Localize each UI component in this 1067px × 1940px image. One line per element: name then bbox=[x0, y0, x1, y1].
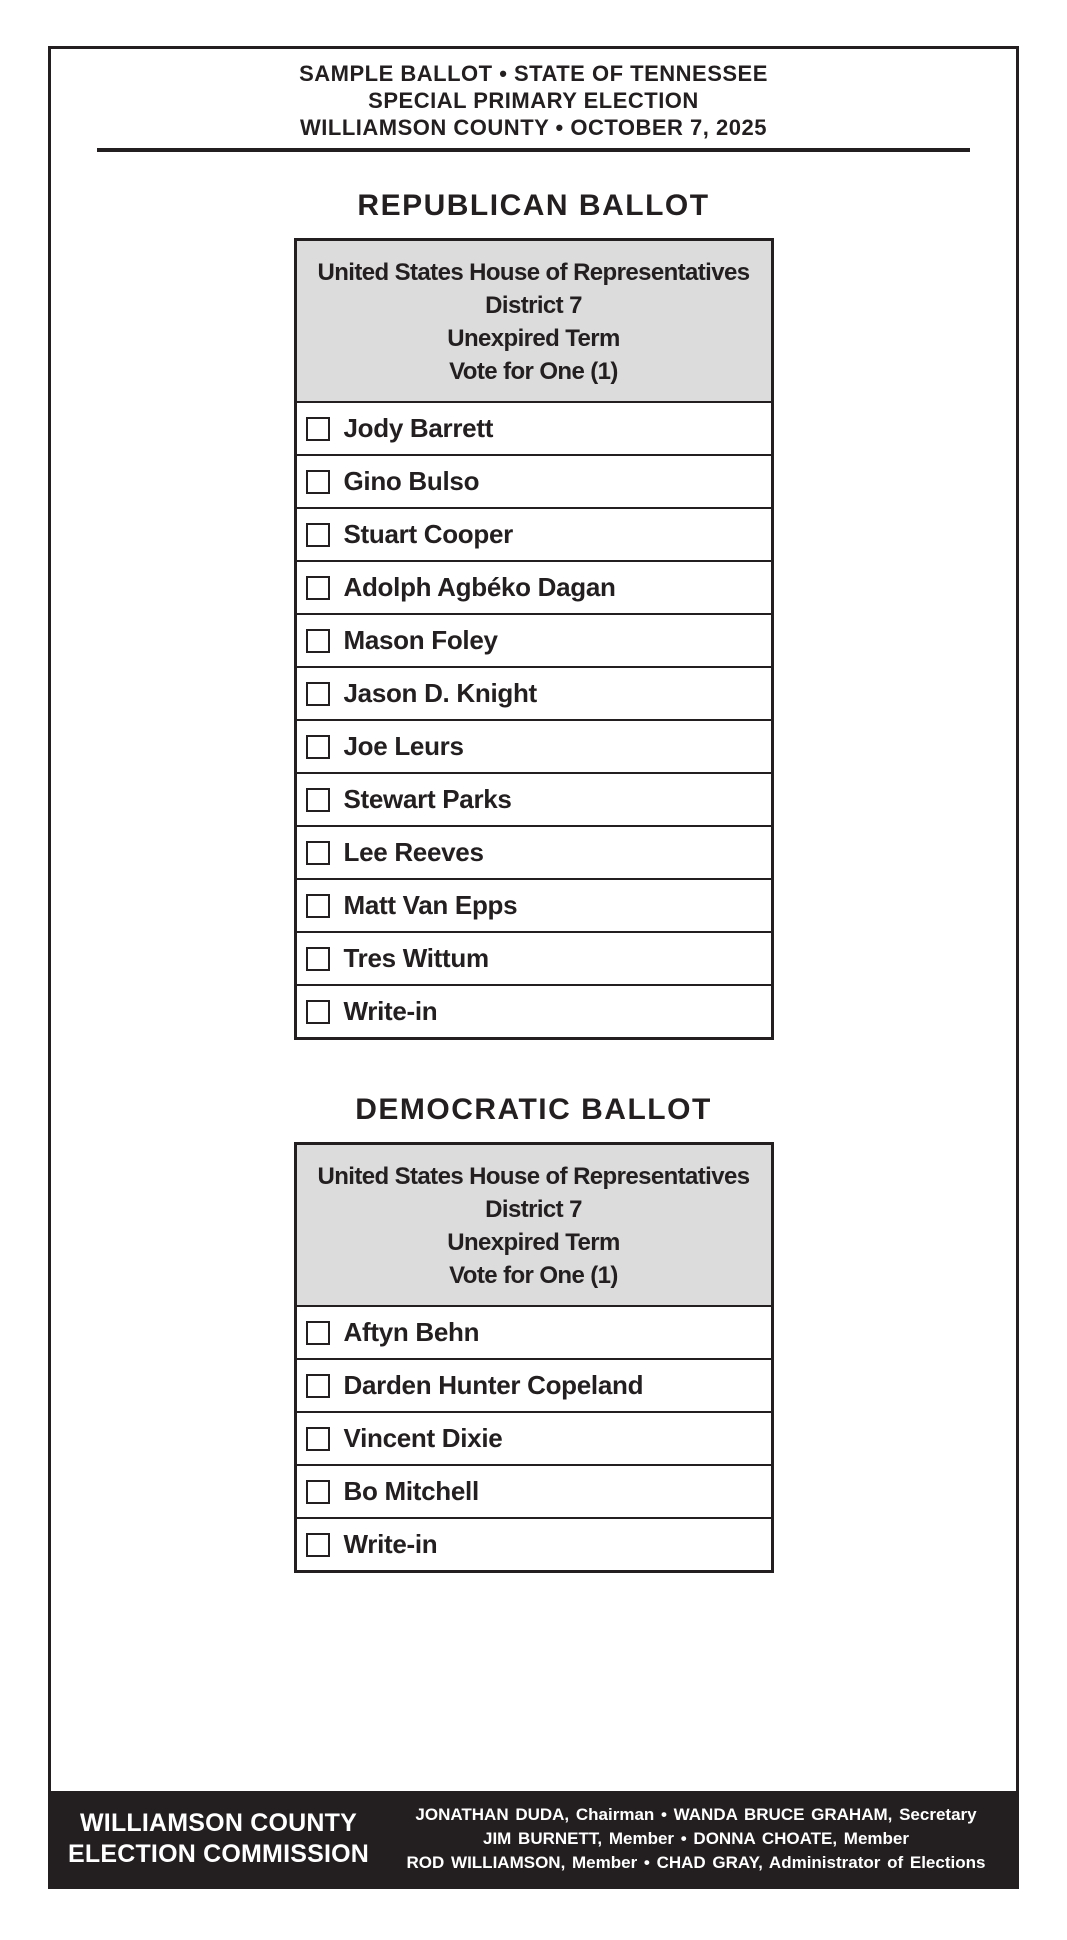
vote-checkbox[interactable] bbox=[306, 1480, 330, 1504]
vote-checkbox[interactable] bbox=[306, 1374, 330, 1398]
contest-header bbox=[297, 1145, 771, 1305]
vote-checkbox[interactable] bbox=[306, 629, 330, 653]
vote-checkbox[interactable] bbox=[306, 523, 330, 547]
vote-checkbox[interactable] bbox=[306, 1427, 330, 1451]
contest-box-republican bbox=[294, 238, 774, 1040]
candidate-name: Write-in bbox=[343, 996, 438, 1026]
candidate-row bbox=[297, 401, 771, 454]
commission-name-line-1: WILLIAMSON COUNTY bbox=[80, 1808, 357, 1837]
contest-box-democratic bbox=[294, 1142, 774, 1573]
vote-checkbox[interactable] bbox=[306, 735, 330, 759]
candidate-row bbox=[297, 613, 771, 666]
candidate-row bbox=[297, 507, 771, 560]
contest-header-line: United States House of Representatives bbox=[317, 259, 750, 286]
election-commission-footer bbox=[51, 1791, 1016, 1886]
candidate-name: Tres Wittum bbox=[343, 943, 489, 973]
vote-checkbox[interactable] bbox=[306, 576, 330, 600]
candidate-row bbox=[297, 454, 771, 507]
officials-line-2: JIM BURNETT, Member • DONNA CHOATE, Member bbox=[483, 1828, 909, 1848]
contest-header bbox=[297, 241, 771, 401]
vote-checkbox[interactable] bbox=[306, 947, 330, 971]
candidate-row bbox=[297, 931, 771, 984]
ballots-container bbox=[51, 152, 1016, 1573]
candidate-list bbox=[297, 1305, 771, 1570]
vote-checkbox[interactable] bbox=[306, 788, 330, 812]
vote-checkbox[interactable] bbox=[306, 417, 330, 441]
candidate-name: Jody Barrett bbox=[343, 413, 494, 443]
candidate-name: Lee Reeves bbox=[343, 837, 484, 867]
candidate-name: Darden Hunter Copeland bbox=[343, 1370, 644, 1400]
officials-line-3: ROD WILLIAMSON, Member • CHAD GRAY, Administrator of Elections bbox=[406, 1852, 986, 1872]
contest-header-line: District 7 bbox=[485, 292, 582, 319]
candidate-name: Aftyn Behn bbox=[343, 1317, 480, 1347]
vote-checkbox[interactable] bbox=[306, 1000, 330, 1024]
candidate-row bbox=[297, 560, 771, 613]
candidate-row bbox=[297, 1517, 771, 1570]
candidate-name: Gino Bulso bbox=[343, 466, 480, 496]
contest-header-line: United States House of Representatives bbox=[317, 1163, 750, 1190]
candidate-name: Mason Foley bbox=[343, 625, 498, 655]
candidate-name: Matt Van Epps bbox=[343, 890, 518, 920]
commission-officials bbox=[386, 1803, 1016, 1875]
candidate-row bbox=[297, 1411, 771, 1464]
candidate-row bbox=[297, 1305, 771, 1358]
candidate-row bbox=[297, 1464, 771, 1517]
candidate-name: Stuart Cooper bbox=[343, 519, 513, 549]
vote-checkbox[interactable] bbox=[306, 1321, 330, 1345]
candidate-name: Joe Leurs bbox=[343, 731, 464, 761]
vote-checkbox[interactable] bbox=[306, 470, 330, 494]
candidate-name: Bo Mitchell bbox=[343, 1476, 479, 1506]
page-header bbox=[51, 49, 1016, 141]
contest-header-line: Vote for One (1) bbox=[449, 1262, 618, 1289]
candidate-name: Adolph Agbéko Dagan bbox=[343, 572, 616, 602]
candidate-list bbox=[297, 401, 771, 1037]
ballot-section-republican bbox=[51, 190, 1016, 1040]
vote-checkbox[interactable] bbox=[306, 841, 330, 865]
candidate-name: Vincent Dixie bbox=[343, 1423, 503, 1453]
candidate-name: Stewart Parks bbox=[343, 784, 512, 814]
commission-name bbox=[51, 1808, 386, 1870]
vote-checkbox[interactable] bbox=[306, 1533, 330, 1557]
contest-header-line: Unexpired Term bbox=[447, 325, 620, 352]
contest-header-line: Unexpired Term bbox=[447, 1229, 620, 1256]
vote-checkbox[interactable] bbox=[306, 894, 330, 918]
candidate-name: Write-in bbox=[343, 1529, 438, 1559]
candidate-name: Jason D. Knight bbox=[343, 678, 537, 708]
header-line-election: SPECIAL PRIMARY ELECTION bbox=[368, 88, 699, 113]
header-line-sample-ballot: SAMPLE BALLOT • STATE OF TENNESSEE bbox=[299, 61, 768, 86]
ballot-page bbox=[48, 46, 1019, 1889]
commission-name-line-2: ELECTION COMMISSION bbox=[67, 1839, 370, 1868]
ballot-section-democratic bbox=[51, 1094, 1016, 1573]
candidate-row bbox=[297, 666, 771, 719]
candidate-row bbox=[297, 984, 771, 1037]
header-line-county-date: WILLIAMSON COUNTY • OCTOBER 7, 2025 bbox=[300, 115, 767, 140]
ballot-title-republican: REPUBLICAN BALLOT bbox=[357, 189, 710, 222]
ballot-title-democratic: DEMOCRATIC BALLOT bbox=[355, 1093, 712, 1126]
officials-line-1: JONATHAN DUDA, Chairman • WANDA BRUCE GRAHAM, Secretary bbox=[415, 1804, 977, 1824]
contest-header-line: District 7 bbox=[485, 1196, 582, 1223]
candidate-row bbox=[297, 1358, 771, 1411]
contest-header-line: Vote for One (1) bbox=[449, 358, 618, 385]
candidate-row bbox=[297, 772, 771, 825]
candidate-row bbox=[297, 719, 771, 772]
candidate-row bbox=[297, 825, 771, 878]
vote-checkbox[interactable] bbox=[306, 682, 330, 706]
candidate-row bbox=[297, 878, 771, 931]
